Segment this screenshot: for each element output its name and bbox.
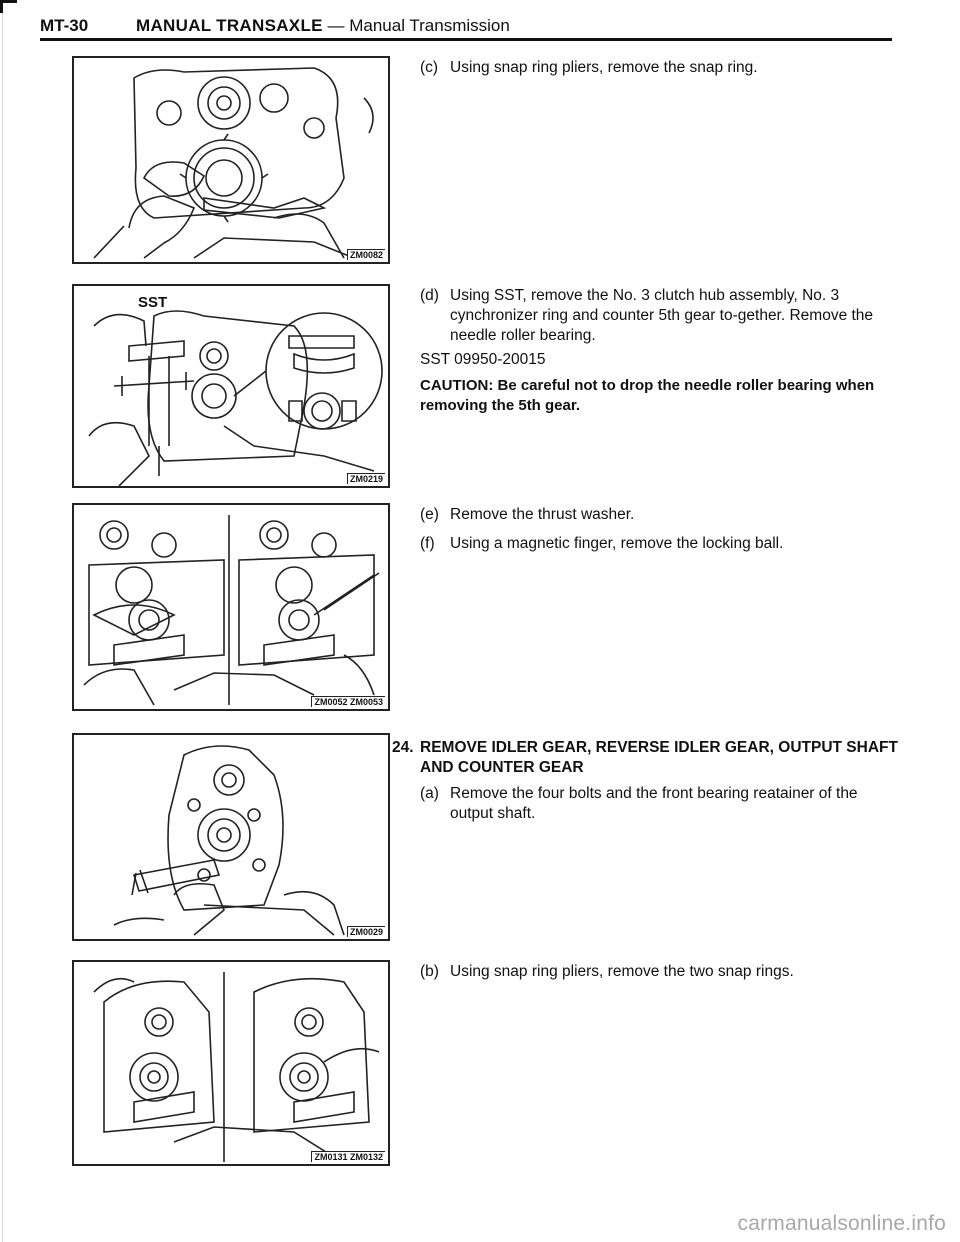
illustration-washer-ball <box>74 505 388 709</box>
figure-code: ZM0052 ZM0053 <box>311 696 385 707</box>
page-title <box>136 16 510 36</box>
figure-snap-ring-removal <box>72 56 390 264</box>
step-e <box>420 505 900 525</box>
step-text: Remove the thrust washer. <box>450 506 635 523</box>
step-text: Using snap ring pliers, remove the two snap rings. <box>450 963 794 980</box>
step-d <box>420 286 900 346</box>
section-title: REMOVE IDLER GEAR, REVERSE IDLER GEAR, OUTPUT SHAFT AND COUNTER GEAR <box>420 739 898 777</box>
page-header <box>40 16 892 40</box>
figure-bearing-retainer <box>72 733 390 941</box>
title-bold: MANUAL TRANSAXLE <box>136 16 323 35</box>
step-marker: (e) <box>420 506 439 523</box>
header-rule <box>40 38 892 41</box>
sst-callout: SST <box>138 294 168 311</box>
step-marker: (f) <box>420 535 435 552</box>
page-edge <box>2 0 3 1242</box>
step-b <box>420 962 900 982</box>
step-marker: (a) <box>420 785 439 802</box>
section-number: 24. <box>392 739 414 756</box>
figure-code: ZM0131 ZM0132 <box>311 1151 385 1162</box>
title-rest: — Manual Transmission <box>322 16 510 35</box>
step-marker: (d) <box>420 287 439 304</box>
caution-text: Be careful not to drop the needle roller bearing when removing the 5th gear. <box>420 377 875 414</box>
step-marker: (c) <box>420 59 439 76</box>
illustration-snap-ring <box>74 58 388 262</box>
watermark: carmanualsonline.info <box>737 1212 946 1235</box>
caution-label: CAUTION: <box>420 377 494 394</box>
step-a <box>420 784 900 824</box>
page-number: MT-30 <box>40 16 89 35</box>
figure-code: ZM0219 <box>347 473 385 484</box>
illustration-sst-puller <box>74 286 388 486</box>
corner-crop-mark <box>0 0 17 13</box>
step-text: Using SST, remove the No. 3 clutch hub assembly, No. 3 cynchronizer ring and counter 5th gear to-gether. Remove the needle roller bearing. <box>450 287 874 345</box>
step-marker: (b) <box>420 963 439 980</box>
figure-code: ZM0082 <box>347 249 385 260</box>
figure-output-shaft-snap-rings <box>72 960 390 1166</box>
step-text: Remove the four bolts and the front bearing reatainer of the output shaft. <box>450 785 858 823</box>
step-f <box>420 534 900 554</box>
step-text: Using snap ring pliers, remove the snap ring. <box>450 59 758 76</box>
caution-note <box>420 376 900 415</box>
figure-thrust-washer-locking-ball <box>72 503 390 711</box>
sst-number: SST 09950-20015 <box>420 351 546 368</box>
figure-code: ZM0029 <box>347 926 385 937</box>
section-24-heading <box>392 738 912 778</box>
illustration-output-shaft <box>74 962 388 1164</box>
step-text: Using a magnetic finger, remove the locking ball. <box>450 535 784 552</box>
illustration-bearing-retainer <box>74 735 388 939</box>
step-c <box>420 58 900 78</box>
figure-sst-clutch-hub <box>72 284 390 488</box>
